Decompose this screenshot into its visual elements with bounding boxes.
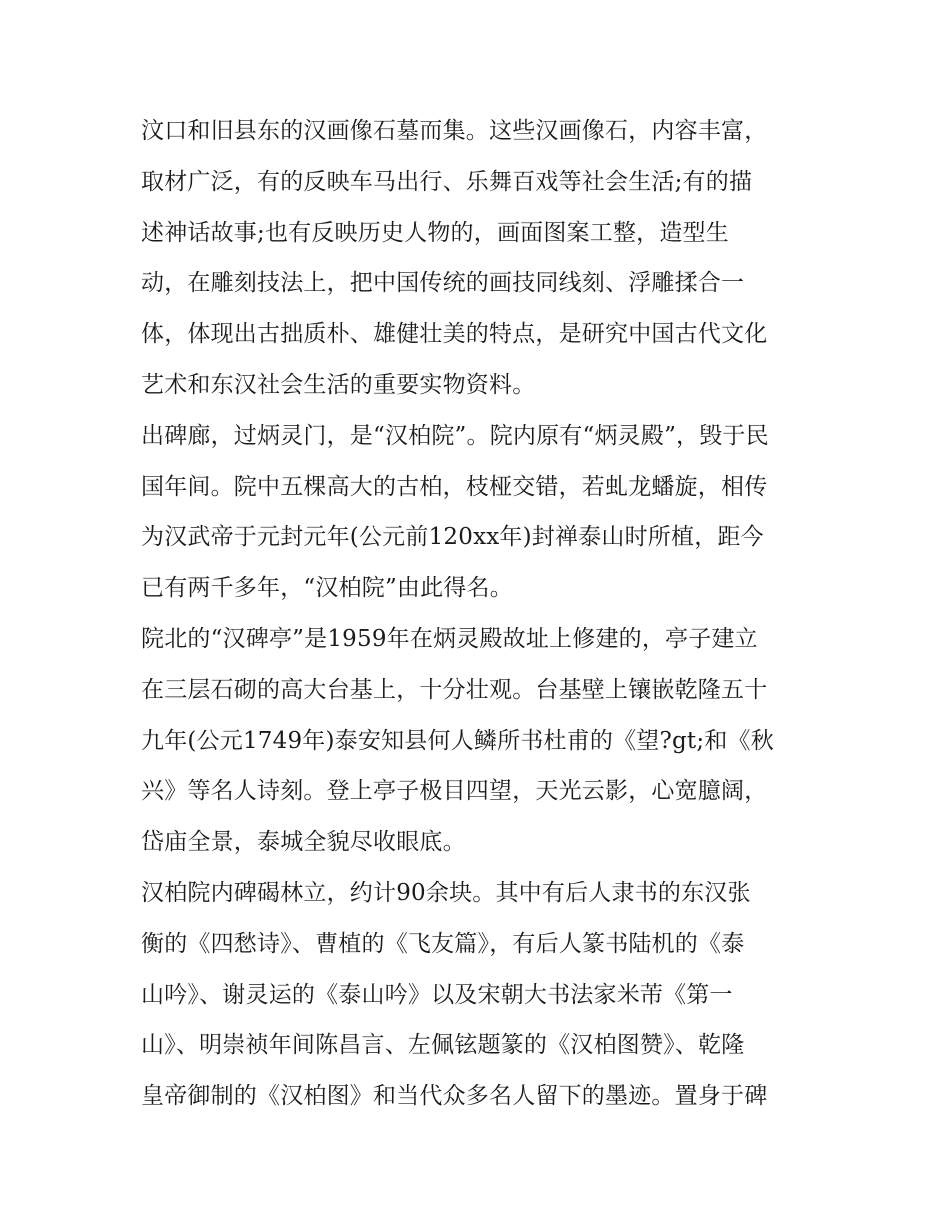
- text-line: 体，体现出古拙质朴、雄健壮美的特点，是研究中国古代文化: [141, 321, 768, 348]
- text-line: 为汉武帝于元封元年(公元前120xx年)封禅泰山时所植，距今: [141, 524, 764, 551]
- text-line: 在三层石砌的高大台基上，十分壮观。台基壁上镶嵌乾隆五十: [141, 676, 768, 703]
- text-line: 国年间。院中五棵高大的古柏，枝桠交错，若虬龙蟠旋，相传: [141, 473, 768, 500]
- text-line: 兴》等名人诗刻。登上亭子极目四望，天光云影，心宽臆阔，: [141, 778, 768, 805]
- text-line: 艺术和东汉社会生活的重要实物资料。: [141, 371, 536, 398]
- document-body: [141, 106, 831, 1122]
- text-line: 动，在雕刻技法上，把中国传统的画技同线刻、浮雕揉合一: [141, 270, 745, 297]
- text-line: 汶口和旧县东的汉画像石墓而集。这些汉画像石，内容丰富，: [141, 118, 768, 144]
- text-line: 院北的“汉碑亭”是1959年在炳灵殿故址上修建的，亭子建立: [141, 625, 758, 652]
- text-line: 汉柏院内碑碣林立，约计90余块。其中有后人隶书的东汉张: [141, 879, 751, 906]
- text-line: 出碑廊，过炳灵门，是“汉柏院”。院内原有“炳灵殿”，毁于民: [141, 422, 769, 449]
- text-line: 衡的《四愁诗》、曹植的《飞友篇》，有后人篆书陆机的《泰: [141, 930, 745, 957]
- text-line: 岱庙全景，泰城全貌尽收眼底。: [141, 829, 466, 856]
- text-line: 九年(公元1749年)泰安知县何人鳞所书杜甫的《望?gt;和《秋: [141, 727, 774, 754]
- text-line: 取材广泛，有的反映车马出行、乐舞百戏等社会生活;有的描: [141, 168, 753, 195]
- text-line: 山吟》、谢灵运的《泰山吟》以及宋朝大书法家米芾《第一: [141, 981, 733, 1008]
- text-line: 已有两千多年，“汉柏院”由此得名。: [141, 575, 513, 602]
- text-line: 述神话故事;也有反映历史人物的，画面图案工整，造型生: [141, 219, 729, 246]
- text-line: 山》、明崇祯年间陈昌言、左佩铉题篆的《汉柏图赞》、乾隆: [141, 1032, 745, 1059]
- text-line: 皇帝御制的《汉柏图》和当代众多名人留下的墨迹。置身于碑: [141, 1083, 768, 1110]
